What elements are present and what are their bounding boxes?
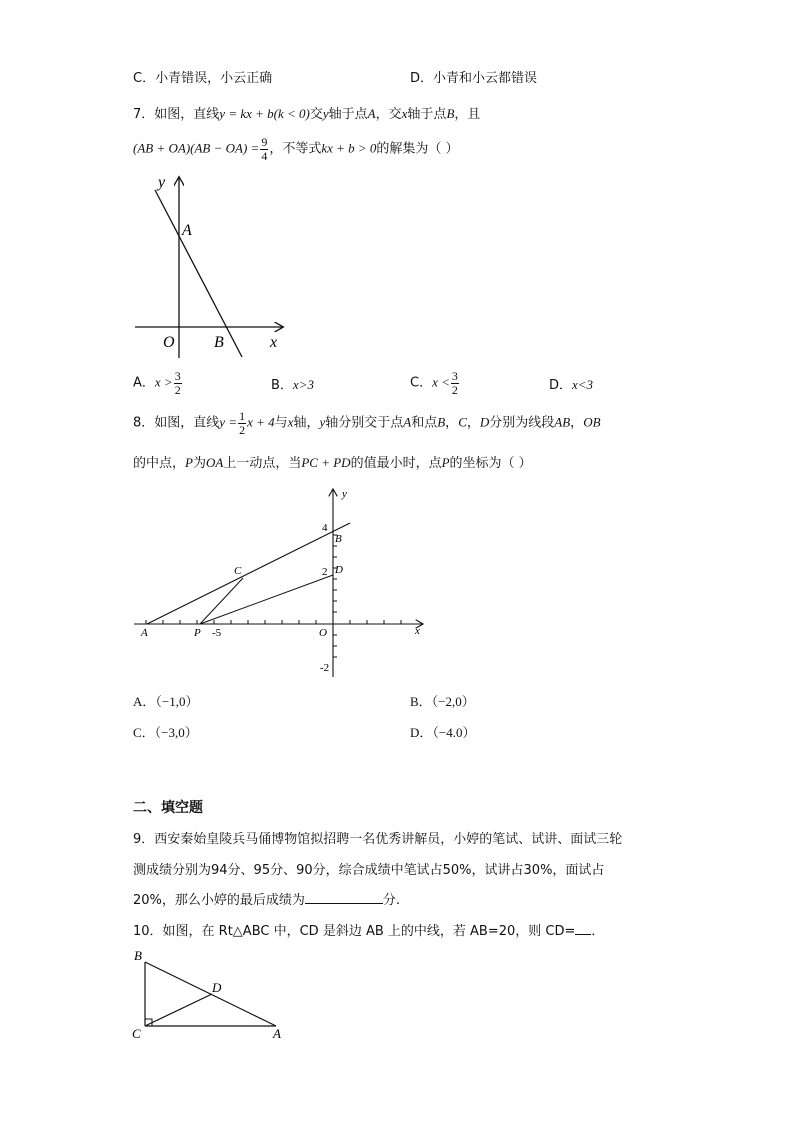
q7-label-b: B [214,334,224,351]
q7-label-x: x [270,334,278,351]
q7-option-d [549,374,593,393]
q8-var: B [437,414,446,430]
q8-tick-4: 4 [322,522,328,534]
q8-option-a: A．（−1,0） [133,694,199,709]
q7-text: 轴于点 [407,107,447,122]
q7-stem-line2 [133,136,459,162]
q8-segment-pd [200,575,333,624]
q8-tick-minus5: -5 [212,627,222,639]
q7-label-a: A [182,222,192,239]
q7-text: 轴于点 [328,107,368,122]
q8-var: A [403,414,412,430]
q7-option-c [410,370,460,396]
q10-text: 10．如图，在 Rt△ABC 中，CD 是斜边 AB 上的中线，若 AB=20，则 CD= [133,924,576,939]
option-text: x < [432,374,450,390]
q9-text: 分. [382,893,401,908]
frac-den: 2 [174,382,181,397]
q8-var: OA [205,455,224,470]
q8-line-ab [147,523,350,624]
q8-option-d: D．（−4.0） [410,725,476,740]
q7-text: 交 [309,107,323,122]
q6-option-d: D．小青和小云都错误 [410,71,538,86]
q8-var: OB [583,414,601,430]
option-text: x>3 [292,377,314,392]
q8-text: ， [570,415,584,431]
q7-text: 如图，直线 [154,107,220,122]
q7-option-b [271,374,314,393]
frac-den: 2 [451,382,458,397]
q8-var: AB [554,414,571,430]
q8-label-p: P [194,627,201,639]
q7-label-o: O [163,334,175,351]
q8-var: x [287,414,294,430]
q8-label-d: D [335,564,343,576]
option-text: x<3 [572,377,594,392]
q8-var: D [479,414,490,430]
q8-var: P [185,455,193,470]
q8-text: 的坐标为（ ） [449,456,532,471]
q7-graph [130,170,300,365]
section-title-fill-blank: 二、填空题 [133,800,203,816]
option-label: A． [133,375,155,391]
q8-fraction [238,410,246,436]
q8-text: ， [445,415,459,431]
frac-den: 2 [239,422,246,437]
frac-den: 4 [261,148,268,163]
option-fraction [174,370,182,396]
frac-num: 3 [451,369,458,383]
option-fraction [451,370,459,396]
q8-var: C [458,414,467,430]
option-label: D． [549,378,573,393]
q8-text: 和点 [411,415,438,431]
q8-y-ticks [333,535,337,657]
q7-text: ，且 [454,107,481,122]
q8-text: 轴， [293,415,320,431]
q7-var: x [401,106,408,121]
q7-stem-line1 [133,103,480,122]
q10-label-c: C [132,1026,141,1041]
q8-x-ticks [146,620,401,624]
q7-fraction [260,136,268,162]
q10-answer-blank[interactable] [575,922,591,935]
q8-tick-2: 2 [322,566,328,578]
q8-text: ， [466,415,480,431]
q8-equation: x + 4 [247,414,275,430]
q7-option-a [133,370,183,396]
q10-label-b: B [134,948,142,963]
q8-text: 为 [192,456,206,471]
q9-line3 [133,889,400,908]
q8-text: 分别为线段 [489,415,555,431]
q8-var: PC + PD [301,455,351,470]
q7-line [155,190,242,357]
q8-text: 如图，直线 [154,415,220,431]
q10-stem [133,920,604,939]
q8-text: 的值最小时，点 [350,456,442,471]
q8-text: 上一动点，当 [223,456,302,471]
q8-label-b: B [335,533,342,545]
q8-label-o: O [319,627,327,639]
q7-var: y [322,106,329,121]
q8-text: 与 [274,415,288,431]
frac-num: 1 [239,409,246,423]
q8-label-a: A [141,627,148,639]
q7-var: B [446,106,455,121]
q7-equation: y = kx + b [219,106,274,121]
q9-text: 20%，那么小婷的最后成绩为 [133,893,305,908]
q10-median-cd [145,994,212,1026]
q8-stem-line2 [133,452,532,471]
q8-var: P [441,455,450,470]
q8-option-b: B．（−2,0） [410,694,475,709]
option-label: B． [271,378,293,393]
q7-text: ，不等式 [269,141,322,157]
q8-number: 8． [133,415,155,431]
q7-var: A [367,106,376,121]
q9-line1: 9．西安秦始皇陵兵马俑博物馆拟招聘一名优秀讲解员，小婷的笔试、试讲、面试三轮 [133,832,623,847]
q10-label-a: A [273,1026,281,1041]
q8-text: 轴分别交于点 [325,415,404,431]
q8-var: y [319,414,326,430]
q8-label-c: C [234,565,242,577]
q8-segment-pc [200,578,243,624]
q9-answer-blank[interactable] [305,891,383,904]
q8-tick-minus2: -2 [320,662,330,674]
q8-label-y: y [342,488,347,500]
q7-label-y: y [158,174,166,191]
q7-expression: (AB + OA)(AB − OA) = [133,140,260,156]
q7-inequality: kx + b > 0 [321,140,377,156]
q8-stem-line1 [133,410,601,436]
frac-num: 3 [174,369,181,383]
q8-label-x: x [415,625,420,637]
q8-text: 的中点， [133,456,186,471]
q8-equation: y = [219,414,238,430]
q10-triangle [128,948,298,1043]
q10-text: ． [591,924,605,939]
frac-num: 9 [261,135,268,149]
q6-option-c: C．小青错误，小云正确 [133,71,273,86]
q8-graph [130,485,430,680]
q7-text: 的解集为（ ） [376,141,459,157]
q7-text: ，交 [375,107,402,122]
q8-option-c: C．（−3,0） [133,725,198,740]
option-text: x > [154,374,173,390]
q7-condition: (k < 0) [273,106,310,121]
option-label: C． [410,375,433,391]
q7-number: 7． [133,107,155,122]
q9-line2: 测成绩分别为94分、95分、90分，综合成绩中笔试占50%，试讲占30%，面试占 [133,863,605,878]
q10-label-d: D [212,980,222,995]
